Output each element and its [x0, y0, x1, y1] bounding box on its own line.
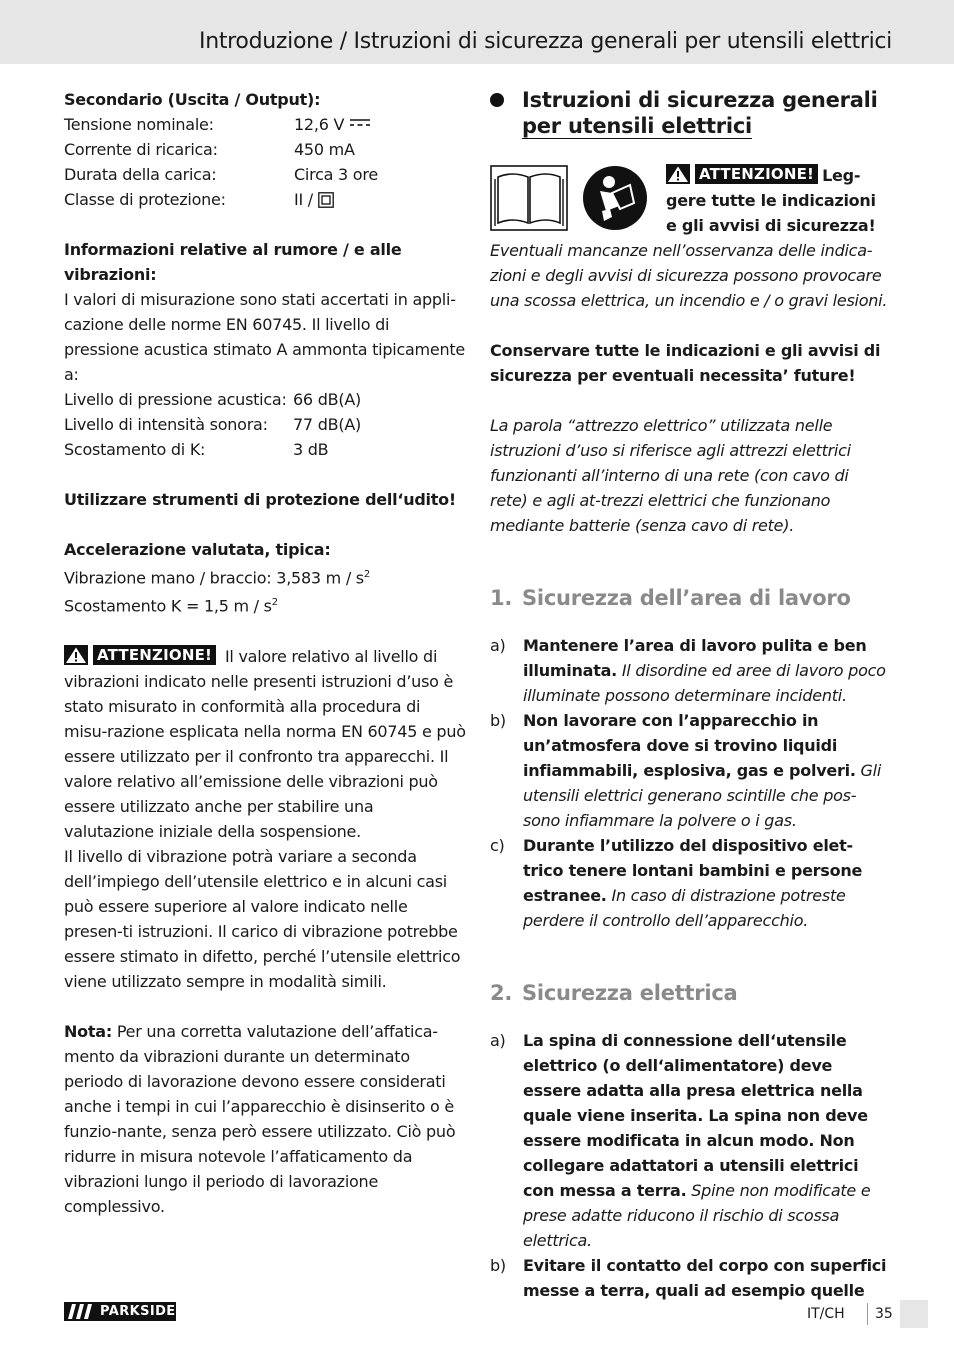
spec-row: [64, 162, 466, 187]
footer-divider: [867, 1303, 868, 1325]
left-column: [64, 87, 466, 1219]
spec-value: 12,6 V: [294, 112, 371, 137]
list-item: a) La spina di connessione dell‘utensile elettrico (o dell‘alimentatore) deve essere adatta alla presa elettrica nella quale viene inserita. La spina non deve essere modificata in alcun modo. Non collegare adattatori a utensili elettrici con messa a terra. Spine non modificate e prese adatte riducono il rischio di scossa elettrica.: [490, 1031, 871, 1250]
spec-value: 450 mA: [294, 140, 355, 159]
warning-italic: Eventuali mancanze nell’osservanza delle indica-zioni e degli avvisi di sicurezza possono provocare una scossa elettrica, un incendio e / o gravi lesioni.: [490, 241, 888, 310]
footer-tab: [900, 1300, 928, 1328]
dc-symbol-icon: [349, 117, 371, 129]
spec-row: [64, 112, 466, 137]
spec-label: Classe di protezione:: [64, 190, 226, 209]
section-title: Istruzioni di sicurezza generali per utensili elettrici: [490, 87, 890, 139]
acceleration-heading: Accelerazione valutata, tipica:: [64, 540, 331, 559]
noise-row: Scostamento di K: 3 dB: [64, 440, 329, 459]
logo-slashes-icon: [66, 1302, 96, 1321]
warning-triangle-icon: [64, 645, 88, 665]
term-note: La parola “attrezzo elettrico” utilizzata nelle istruzioni d’uso si riferisce agli attrezzi elettrici funzionanti all’interno di una rete (con cavo di rete) e agli at-trezzi elettrici che funzionano mediante batterie (senza cavo di rete).: [490, 416, 851, 535]
protection-class-icon: [318, 192, 334, 208]
spec-label: Tensione nominale:: [64, 115, 214, 134]
page-number: 35: [875, 1306, 893, 1322]
vibration-text: Il livello di vibrazione potrà variare a seconda dell’impiego dell’utensile elettrico e in alcuni casi può essere superiore al valore indicato nelle presen-ti istruzioni. Il carico di vibrazione potrebbe essere stimato in difetto, perché l’utensile elettrico viene utilizzato sempre in modalità simili.: [64, 846, 461, 991]
noise-row: Livello di pressione acustica: 66 dB(A): [64, 390, 362, 409]
spec-row: [64, 187, 466, 212]
locale-label: IT/CH: [807, 1306, 845, 1322]
warning-triangle-icon: [666, 164, 690, 184]
acceleration-line: Vibrazione mano / braccio: 3,583 m / $s^2$: [64, 568, 371, 588]
vibration-warning: ATTENZIONE! Il valore relativo al livello di vibrazioni indicato nelle presenti istruzioni d’uso è stato misurato in conformità alla procedura di misu-razione esplicata nella norma EN 60745 e può essere utilizzato per il confronto tra apparecchi. Il valore relativo all’emissione delle vibrazioni può essere utilizzato anche per stabilire una valutazione iniziale della sospensione.: [64, 645, 466, 841]
parkside-logo: PARKSIDE: [64, 1302, 176, 1321]
deviation-line: Scostamento K = 1,5 m / $s^2$: [64, 596, 278, 616]
keep-instructions: Conservare tutte le indicazioni e gli avvisi di sicurezza per eventuali necessita’ future!: [490, 341, 881, 385]
note: Nota: Per una corretta valutazione dell’affatica-mento da vibrazioni durante un determinato periodo di lavorazione devono essere considerati anche i tempi in cui l’apparecchio è disinserito o è funzio-nante, senza però essere utilizzato. Ciò può ridurre in misura notevole l’affaticamento da vibrazioni lungo il periodo di lavorazione complessivo.: [64, 1021, 456, 1216]
spec-label: Corrente di ricarica:: [64, 140, 218, 159]
hearing-protection: Utilizzare strumenti di protezione dell‘udito!: [64, 490, 456, 509]
right-column: [490, 87, 890, 1303]
page-title: Introduzione / Istruzioni di sicurezza generali per utensili elettrici: [199, 29, 892, 54]
warning-block-top: ATTENZIONE! Leg- gere tutte le indicazioni e gli avvisi di sicurezza!: [490, 163, 890, 243]
list-item: a) Mantenere l’area di lavoro pulita e ben illuminata. Il disordine ed aree di lavoro poco illuminate possono determinare incidenti.: [490, 636, 886, 705]
noise-intro: I valori di misurazione sono stati accertati in appli-cazione delle norme EN 60745. Il livello di pressione acustica stimato A ammonta tipicamente a:: [64, 290, 465, 384]
noise-heading: Informazioni relative al rumore / e alle vibrazioni:: [64, 240, 402, 284]
bullet-icon: [490, 93, 504, 107]
spec-row: [64, 137, 466, 162]
page-header: [0, 0, 954, 64]
warning-label: ATTENZIONE!: [666, 164, 818, 184]
list-item: c) Durante l’utilizzo del dispositivo elet-trico tenere lontani bambini e persone estranee. In caso di distrazione potreste perdere il controllo dell’apparecchio.: [490, 836, 863, 930]
list-item: b) Non lavorare con l’apparecchio in un’atmosfera dove si trovino liquidi infiammabili, esplosiva, gas e polveri. Gli utensili elettrici generano scintille che pos-sono infiammare la polvere o i gas.: [490, 711, 882, 830]
instruction-book-icon: [490, 165, 568, 231]
warning-label: ATTENZIONE!: [64, 645, 216, 665]
spec-value: Circa 3 ore: [294, 165, 378, 184]
secondary-heading: Secondario (Uscita / Output):: [64, 90, 321, 109]
section-heading-2: 2. Sicurezza elettrica: [490, 981, 738, 1005]
spec-value: II /: [294, 187, 334, 212]
section-heading-1: 1. Sicurezza dell’area di lavoro: [490, 586, 851, 610]
read-manual-icon: [582, 165, 648, 231]
noise-row: Livello di intensità sonora: 77 dB(A): [64, 415, 362, 434]
spec-label: Durata della carica:: [64, 165, 217, 184]
list-item: b) Evitare il contatto del corpo con superfici messe a terra, quali ad esempio quelle: [490, 1256, 887, 1300]
